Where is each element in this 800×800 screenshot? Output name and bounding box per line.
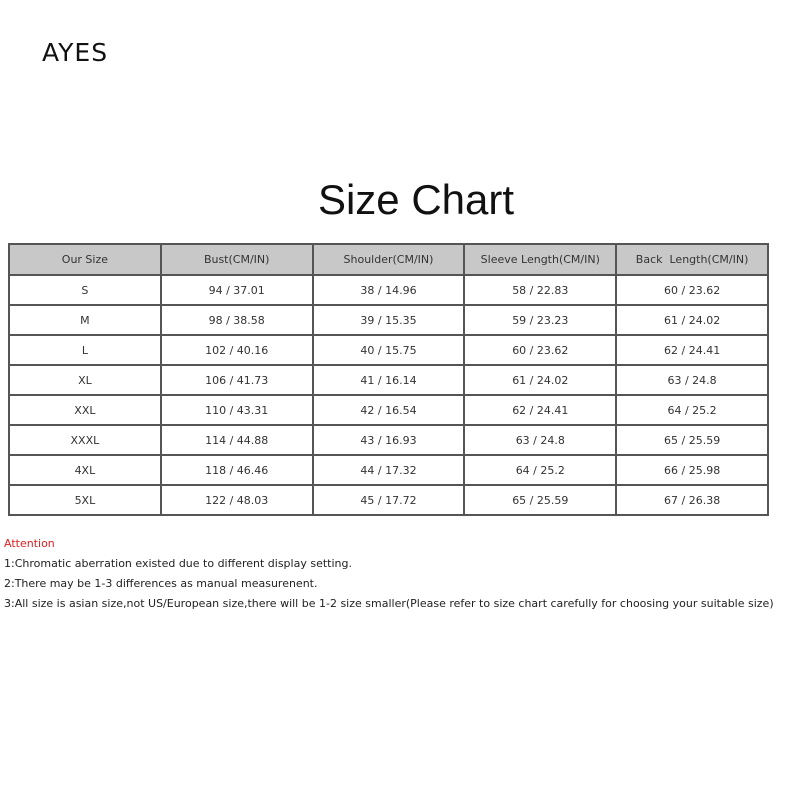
table-row: [9, 305, 768, 335]
table-cell: 106 / 41.73: [161, 365, 313, 395]
table-cell: 63 / 24.8: [464, 425, 616, 455]
table-cell: 94 / 37.01: [161, 275, 313, 305]
brand-logo: AYES: [42, 38, 109, 67]
table-cell: XXXL: [9, 425, 161, 455]
table-row: [9, 335, 768, 365]
table-cell: 40 / 15.75: [313, 335, 465, 365]
table-cell: 64 / 25.2: [464, 455, 616, 485]
table-cell: 65 / 25.59: [464, 485, 616, 515]
table-cell: 5XL: [9, 485, 161, 515]
column-header: Bust(CM/IN): [161, 244, 313, 275]
notes: [4, 537, 774, 617]
table-cell: 39 / 15.35: [313, 305, 465, 335]
table-cell: 42 / 16.54: [313, 395, 465, 425]
table-cell: XXL: [9, 395, 161, 425]
page-title: Size Chart: [317, 176, 515, 223]
table-cell: 60 / 23.62: [464, 335, 616, 365]
size-table: [8, 243, 769, 516]
table-cell: 58 / 22.83: [464, 275, 616, 305]
table-cell: 60 / 23.62: [616, 275, 768, 305]
table-row: [9, 455, 768, 485]
table-row: [9, 485, 768, 515]
table-cell: 67 / 26.38: [616, 485, 768, 515]
table-cell: 63 / 24.8: [616, 365, 768, 395]
note-item: 2:There may be 1-3 differences as manual measurenent.: [4, 577, 318, 590]
table-cell: 59 / 23.23: [464, 305, 616, 335]
table-cell: 44 / 17.32: [313, 455, 465, 485]
table-cell: 61 / 24.02: [616, 305, 768, 335]
table-cell: 38 / 14.96: [313, 275, 465, 305]
note-item: 3:All size is asian size,not US/European size,there will be 1-2 size smaller(Please refer to size chart carefully for choosing your suitable size): [4, 597, 774, 610]
table-cell: 114 / 44.88: [161, 425, 313, 455]
table-cell: 122 / 48.03: [161, 485, 313, 515]
column-header: Our Size: [9, 244, 161, 275]
column-header: Sleeve Length(CM/IN): [464, 244, 616, 275]
column-header: Shoulder(CM/IN): [313, 244, 465, 275]
table-cell: M: [9, 305, 161, 335]
table-cell: 102 / 40.16: [161, 335, 313, 365]
table-row: [9, 395, 768, 425]
table-header-row: [9, 244, 768, 275]
table-cell: 64 / 25.2: [616, 395, 768, 425]
table-cell: 118 / 46.46: [161, 455, 313, 485]
column-header: Back Length(CM/IN): [616, 244, 768, 275]
table-row: [9, 425, 768, 455]
table-cell: 66 / 25.98: [616, 455, 768, 485]
table-cell: 45 / 17.72: [313, 485, 465, 515]
table-cell: 61 / 24.02: [464, 365, 616, 395]
table-cell: 41 / 16.14: [313, 365, 465, 395]
table-cell: L: [9, 335, 161, 365]
table-cell: 98 / 38.58: [161, 305, 313, 335]
table-row: [9, 275, 768, 305]
table-cell: 110 / 43.31: [161, 395, 313, 425]
table-cell: 62 / 24.41: [464, 395, 616, 425]
table-cell: 65 / 25.59: [616, 425, 768, 455]
table-cell: XL: [9, 365, 161, 395]
table-cell: S: [9, 275, 161, 305]
table-row: [9, 365, 768, 395]
note-item: 1:Chromatic aberration existed due to different display setting.: [4, 557, 352, 570]
attention-label: Attention: [4, 537, 55, 550]
table-cell: 43 / 16.93: [313, 425, 465, 455]
table-cell: 4XL: [9, 455, 161, 485]
table-cell: 62 / 24.41: [616, 335, 768, 365]
